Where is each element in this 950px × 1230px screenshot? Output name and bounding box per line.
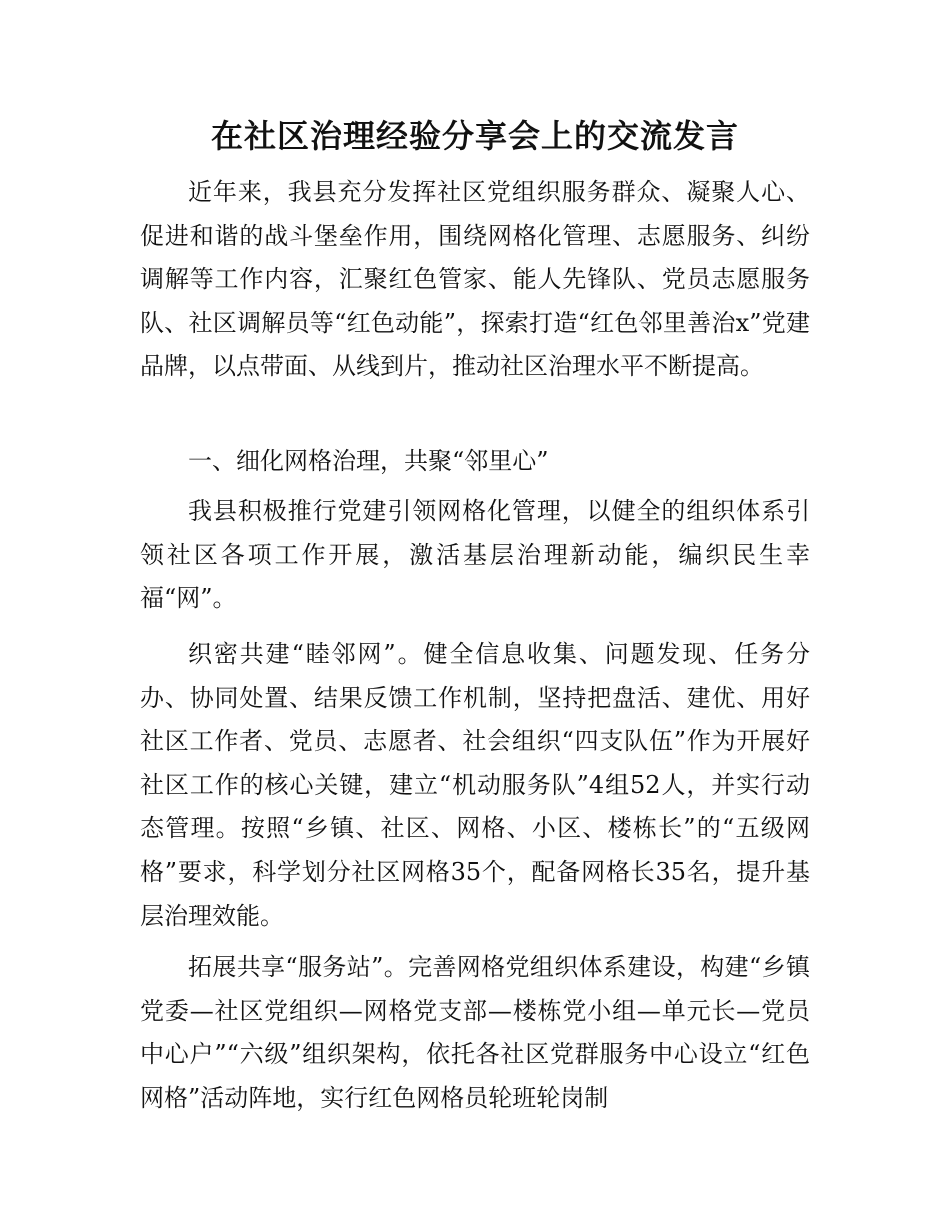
section-paragraph: 我县积极推行党建引领网格化管理，以健全的组织体系引领社区各项工作开展，激活基层治理新动能，编织民生幸福“网”。 <box>140 497 810 613</box>
subsection-paragraph: 拓展共享“服务站”。完善网格党组织体系建设，构建“乡镇党委—社区党组织—网格党支部—楼栋党小组—单元长—党员中心户”“六级”组织架构，依托各社区党群服务中心设立“红色网格”活动阵地，实行红色网格员轮班轮岗制 <box>140 953 810 1112</box>
subsection-paragraph: 织密共建“睦邻网”。健全信息收集、问题发现、任务分办、协同处置、结果反馈工作机制，坚持把盘活、建优、用好社区工作者、党员、志愿者、社会组织“四支队伍”作为开展好社区工作的核心关键，建立“机动服务队”4组52人，并实行动态管理。按照“乡镇、社区、网格、小区、楼栋长”的“五级网格”要求，科学划分社区网格35个，配备网格长35名，提升基层治理效能。 <box>140 640 810 930</box>
intro-paragraph: 近年来，我县充分发挥社区党组织服务群众、凝聚人心、促进和谐的战斗堡垒作用，围绕网格化管理、志愿服务、纠纷调解等工作内容，汇聚红色管家、能人先锋队、党员志愿服务队、社区调解员等“红色动能”，探索打造“红色邻里善治x”党建品牌，以点带面、从线到片，推动社区治理水平不断提高。 <box>140 178 810 381</box>
document-title: 在社区治理经验分享会上的交流发言 <box>210 117 739 155</box>
section-heading: 一、细化网格治理，共聚“邻里心” <box>188 447 549 475</box>
